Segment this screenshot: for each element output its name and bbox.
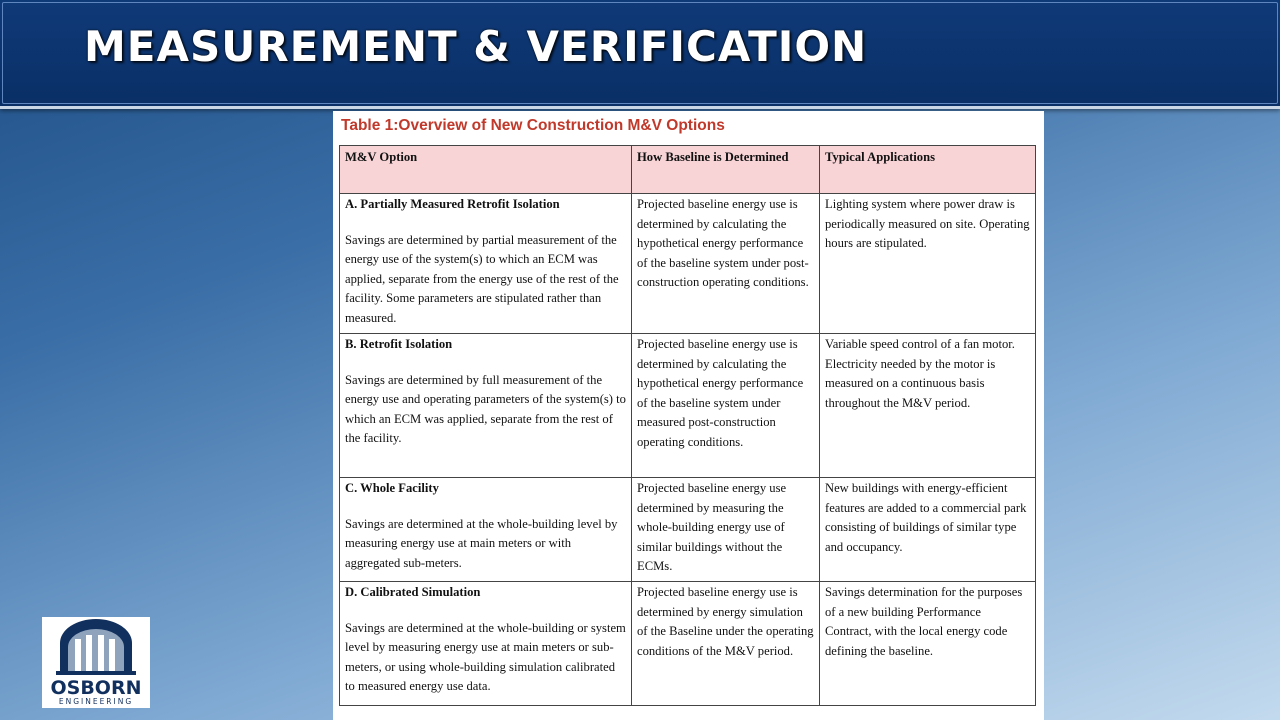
table-row [340,194,1036,334]
header-applications: Typical Applications [820,146,1036,194]
header-baseline: How Baseline is Determined [632,146,820,194]
option-description: Savings are determined by partial measurement of the energy use of the system(s) to which an ECM was applied, separate from the energy use of the rest of the facility. Some parameters are stipulated rather than measured. [345,232,619,325]
osborn-building-icon [42,617,150,677]
slide-header [0,0,1280,109]
option-cell [340,478,632,582]
option-name: A. Partially Measured Retrofit Isolation [345,197,560,211]
slide-title: MEASUREMENT & VERIFICATION [84,22,868,71]
option-cell [340,334,632,478]
baseline-cell: Projected baseline energy use is determined by calculating the hypothetical energy performance of the baseline system under post-construction operating conditions. [632,194,820,334]
applications-cell: Variable speed control of a fan motor. Electricity needed by the motor is measured on a continuous basis throughout the M&V period. [820,334,1036,478]
option-cell [340,582,632,706]
logo-wordmark: OSBORN [50,677,142,699]
baseline-cell: Projected baseline energy use is determined by calculating the hypothetical energy performance of the baseline system under measured post-construction operating conditions. [632,334,820,478]
option-name: B. Retrofit Isolation [345,337,453,351]
table-row [340,334,1036,478]
table-row [340,582,1036,706]
mv-options-table [339,145,1036,706]
logo-subtitle: ENGINEERING [58,697,134,706]
option-description: Savings are determined at the whole-building level by measuring energy use at main meters or with aggregated sub-meters. [345,516,618,570]
baseline-cell: Projected baseline energy use is determined by energy simulation of the Baseline under the operating conditions of the M&V period. [632,582,820,706]
option-description: Savings are determined by full measurement of the energy use and operating parameters of the system(s) to which an ECM was applied, separate from the rest of the facility. [345,372,626,445]
option-name: C. Whole Facility [345,481,439,495]
applications-cell: Lighting system where power draw is periodically measured on site. Operating hours are stipulated. [820,194,1036,334]
table-row [340,478,1036,582]
option-cell [340,194,632,334]
baseline-cell: Projected baseline energy use determined by measuring the whole-building energy use of similar buildings without the ECMs. [632,478,820,582]
option-description: Savings are determined at the whole-building or system level by measuring energy use at main meters or sub-meters, or using whole-building simulation calibrated to measured energy use data. [345,620,626,693]
table-image [333,111,1044,720]
table-caption: Table 1:Overview of New Construction M&V Options [341,117,725,134]
applications-cell: Savings determination for the purposes of a new building Performance Contract, with the local energy code defining the baseline. [820,582,1036,706]
table-header-row [340,146,1036,194]
option-name: D. Calibrated Simulation [345,585,481,599]
applications-cell: New buildings with energy-efficient features are added to a commercial park consisting of buildings of similar type and occupancy. [820,478,1036,582]
header-mv-option: M&V Option [340,146,632,194]
osborn-engineering-logo [42,617,150,708]
